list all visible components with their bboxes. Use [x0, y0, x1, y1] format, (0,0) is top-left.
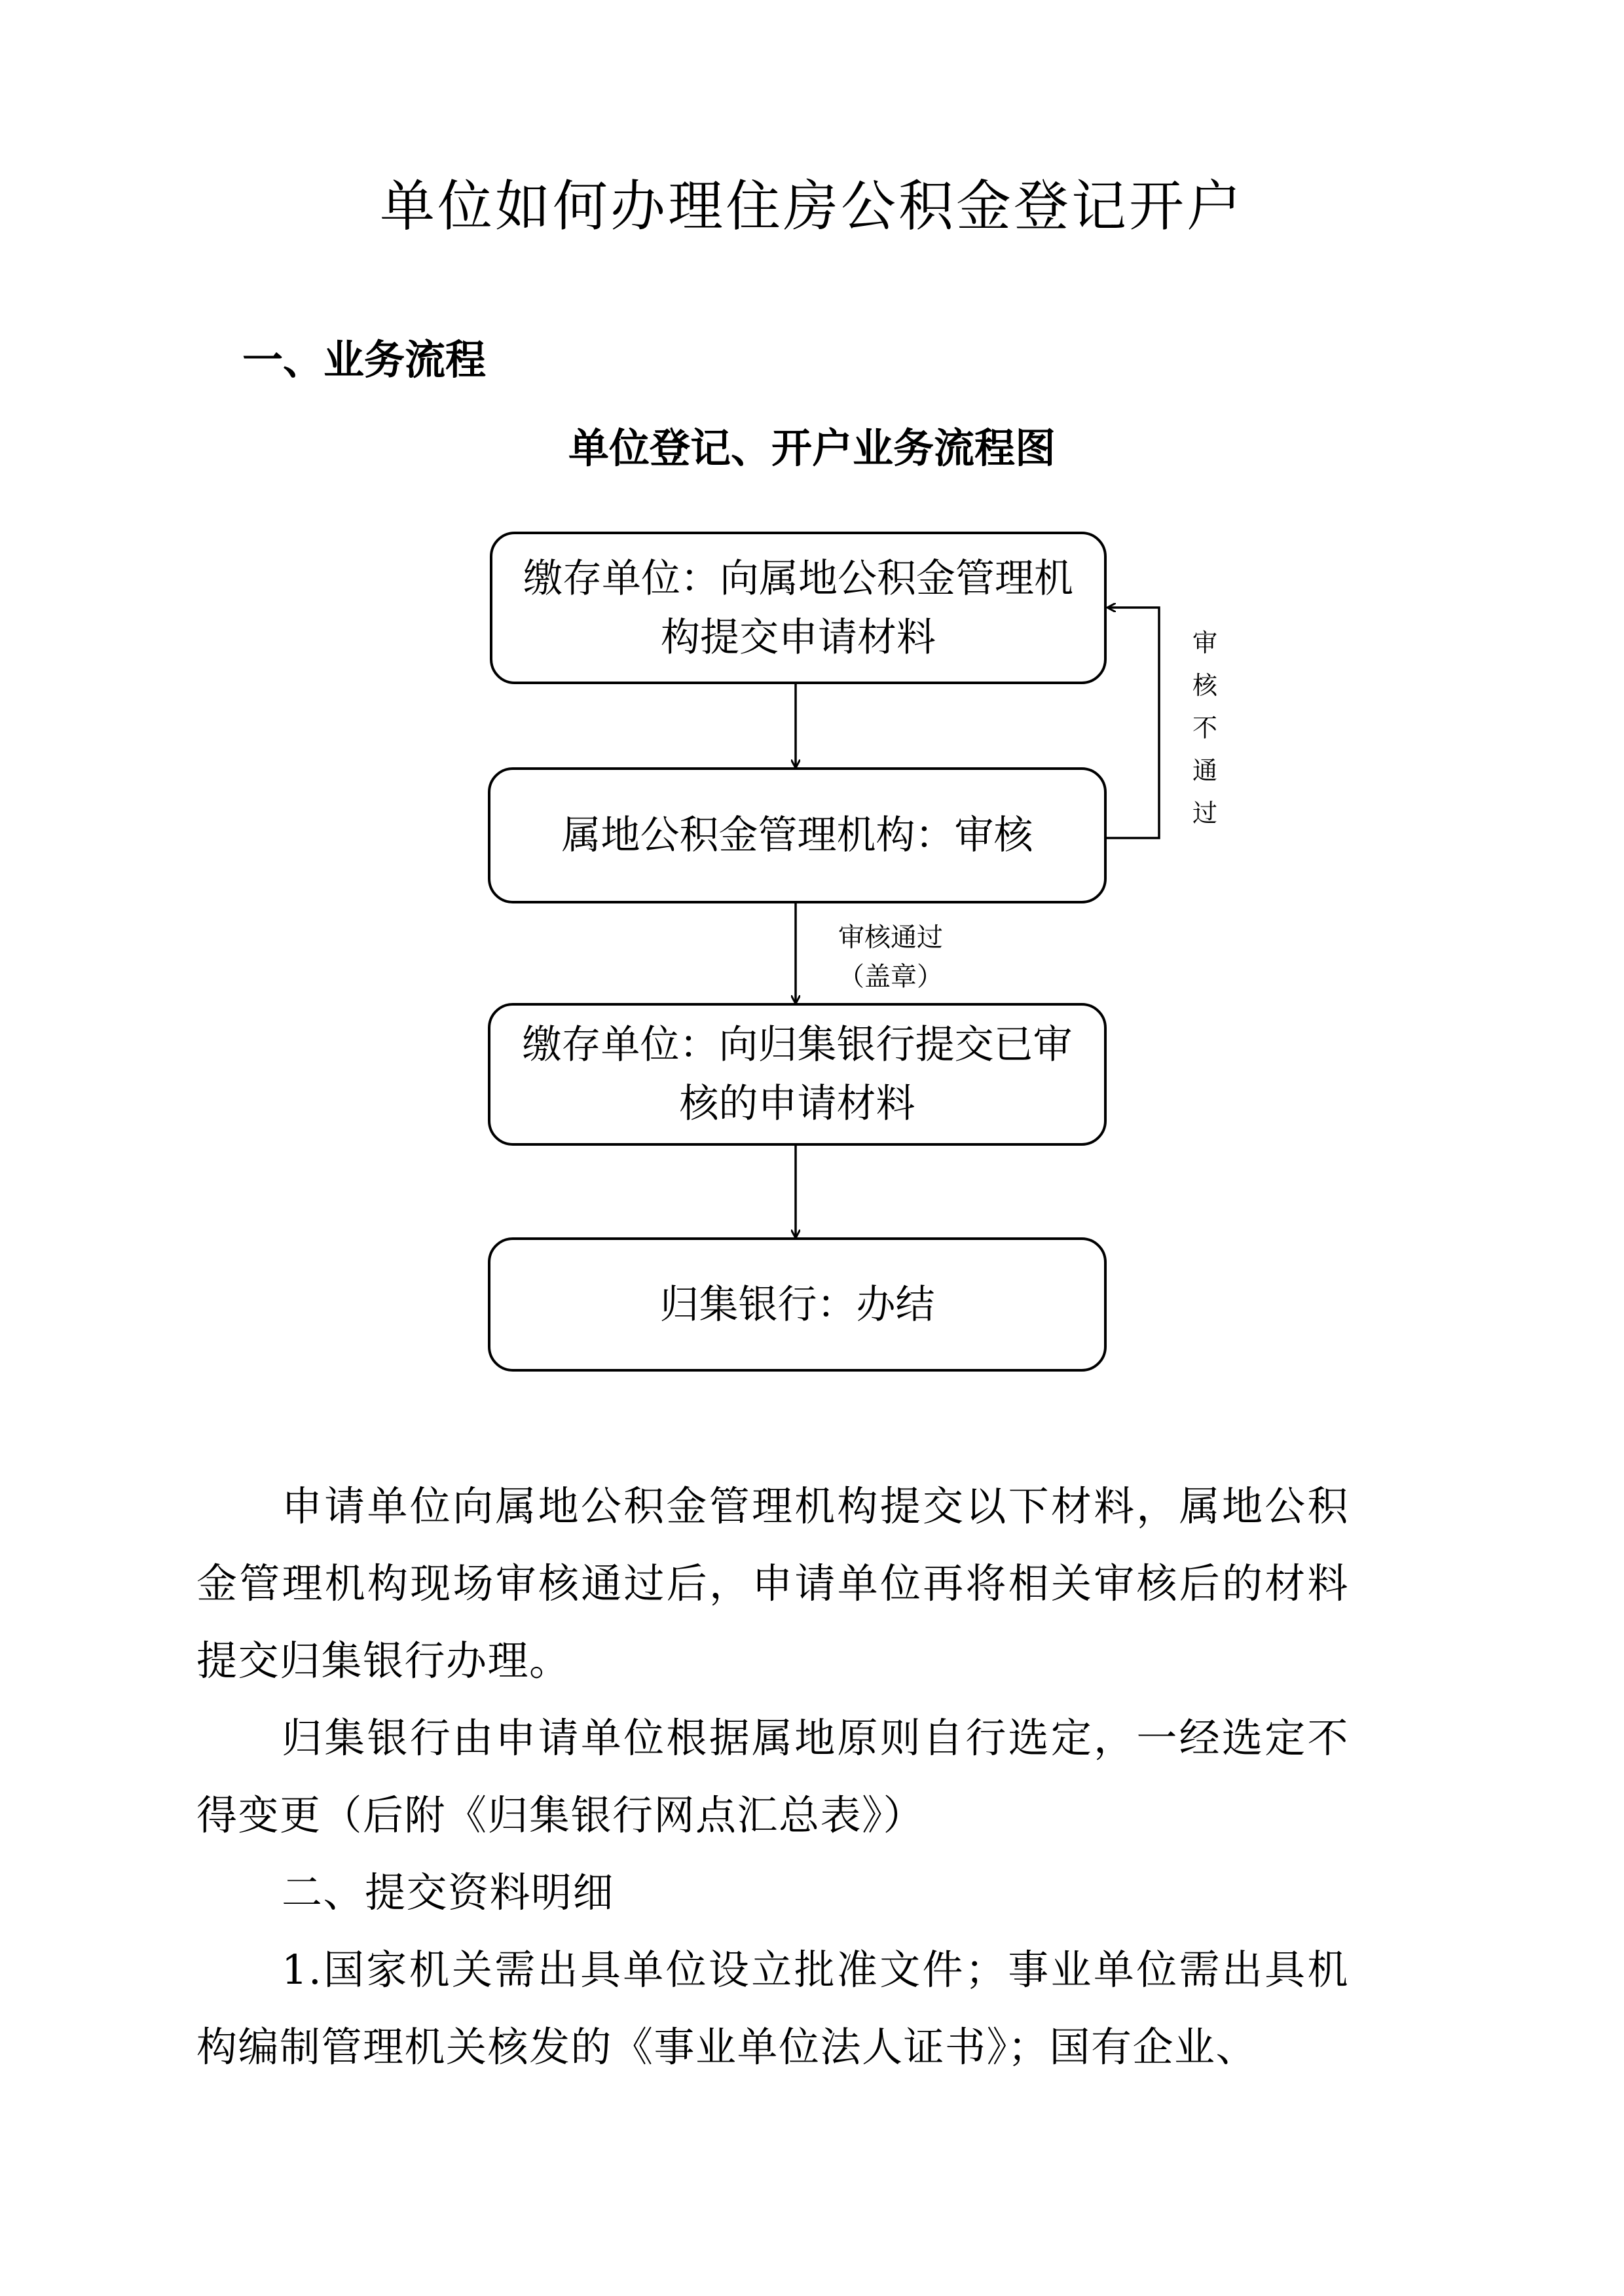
body-text — [196, 1468, 1349, 2086]
flowchart-title: 单位登记、开户业务流程图 — [568, 424, 1056, 472]
paragraph-submission: 申请单位向属地公积金管理机构提交以下材料，属地公积金管理机构现场审核通过后，申请单位再将相关审核后的材料提交归集银行办理。 — [196, 1482, 1349, 1685]
page-title: 单位如何办理住房公积金登记开户 — [379, 174, 1244, 238]
section-heading-materials: 二、提交资料明细 — [282, 1868, 615, 1916]
arrow-reject-loop — [1107, 608, 1159, 838]
flow-step-complete: 归集银行：办结 — [488, 1237, 1107, 1372]
flow-step-bank-submit: 缴存单位：向归集银行提交已审核的申请材料 — [488, 1003, 1107, 1146]
section-heading-process: 一、业务流程 — [242, 336, 487, 384]
reject-label: 审核不通过 — [1192, 629, 1217, 828]
paragraph-bank-selection: 归集银行由申请单位根据属地原则自行选定，一经选定不得变更（后附《归集银行网点汇总表》） — [196, 1714, 1349, 1839]
flow-step-submit: 缴存单位：向属地公积金管理机构提交申请材料 — [490, 532, 1107, 684]
pass-label: 审核通过 — [838, 922, 943, 953]
flow-step-review: 属地公积金管理机构：审核 — [488, 767, 1107, 903]
paragraph-materials-1: 1.国家机关需出具单位设立批准文件；事业单位需出具机构编制管理机关核发的《事业单位法人证书》；国有企业、 — [196, 1946, 1349, 2071]
pass-note: （盖章） — [838, 962, 943, 992]
